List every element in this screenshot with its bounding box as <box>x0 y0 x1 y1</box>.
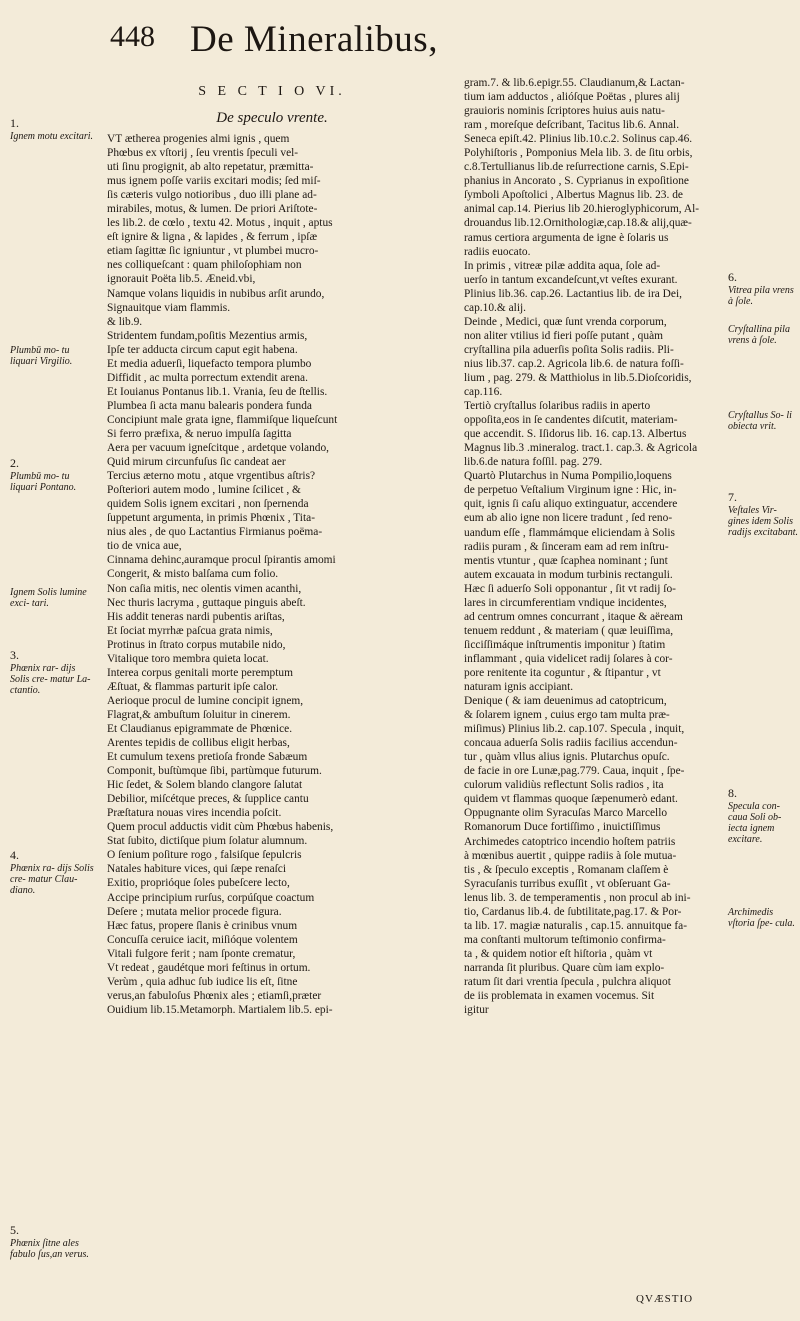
margin-note-right-6 <box>728 905 798 929</box>
text-line: Præſtatura nouas vires incendia poſcit. <box>107 807 282 820</box>
text-line: lib.6.de natura foſſil. pag. 279. <box>464 456 603 469</box>
text-line: Diffidit , ac multa porrectum extendit arena. <box>107 371 308 384</box>
text-line: Deinde , Medici, quæ ſunt vrenda corporum, <box>464 315 667 328</box>
text-line: lium , pag. 279. & Matthiolus in lib.5.Dioſcoridis, <box>464 371 692 384</box>
margin-note-number: 6. <box>728 270 737 284</box>
right-column-text <box>464 76 720 1017</box>
text-line: mus ignem poſſe variis excitari modis; ſed miſ- <box>107 175 321 188</box>
text-line: ratum ſit dari vrentia ſpecula , pulchra aliquot <box>464 976 671 988</box>
text-line: Polyhiſtoris , Pomponius Mela lib. 3. de ſitu orbis, <box>464 147 693 160</box>
text-line: concaua aduerſa Solis radiis facilius accendun- <box>464 737 678 750</box>
section-heading: S E C T I O VI. <box>198 84 346 99</box>
text-line: animal cap.14. Pierius lib 20.hieroglyphicorum, Al- <box>464 203 700 216</box>
text-line: tio de vnica aue, <box>107 540 182 553</box>
text-line: Aerioque procul de lumine concipit ignem, <box>107 694 304 707</box>
margin-note-text: Cryſtallina pila vrens à ſole. <box>728 324 790 346</box>
text-line: cap.116. <box>464 386 503 399</box>
text-line: In primis , vitreæ pilæ addita aqua, ſole ad- <box>464 259 661 272</box>
text-line: nius lib.37. cap.2. Agricola lib.6. de natura foſſi- <box>464 357 684 370</box>
text-line: nius ales , de quo Lactantius Firmianus poëma- <box>107 526 323 539</box>
text-line: Magnus lib.3 .mineralog. tract.1. cap.3. & Agricola <box>464 442 698 455</box>
running-head <box>0 18 800 68</box>
margin-note-text: Ignem Solis lumine exci- tari. <box>10 587 87 609</box>
text-line: Stridentem fundam,poſitis Mezentius armis, <box>107 329 308 342</box>
text-line: Namque volans liquidis in nubibus arſit arundo, <box>107 287 325 300</box>
margin-note-left-7 <box>10 1225 95 1260</box>
text-line: tur , quàm vllus alius ignis. Plutarchus opuſc. <box>464 751 670 764</box>
text-line: igitur <box>464 1004 489 1017</box>
text-line: Et ſociat myrrhæ paſcua grata nimis, <box>107 624 273 637</box>
text-line: VT ætherea progenies almi ignis , quem <box>107 133 290 145</box>
text-line: oppoſita,eos in ſe candentes diſcutit, materiam- <box>464 414 678 427</box>
text-line: Flagrat,& ambuſtum ſoluitur in cinerem. <box>107 708 291 721</box>
text-line: Tertiò cryſtallus ſolaribus radiis in aperto <box>464 400 651 413</box>
catchword: QVÆSTIO <box>636 1293 694 1305</box>
text-line: Aera per vacuum igneſcitque , ardetque volando, <box>107 442 330 455</box>
text-line: Congerit, & misto balſama cum folio. <box>107 568 279 581</box>
margin-note-text: Plumbū mo- tu liquari Pontano. <box>10 471 77 493</box>
text-line: Stat ſubito, dictiſque pium ſolatur alumnum. <box>107 835 308 848</box>
text-line: Phœbus ex vſtorij , ſeu vrentis ſpeculi vel- <box>107 147 299 160</box>
text-line: Exitio, proprióque ſoles pubeſcere lecto, <box>107 877 290 890</box>
text-line: Syracuſanis turribus exuſſit , vt obſeruant Ga- <box>464 877 671 890</box>
margin-note-text: Vitrea pila vrens à ſole. <box>728 285 794 307</box>
text-line: Et cumulum texens pretioſa fronde Sabæum <box>107 751 308 764</box>
margin-note-left-3 <box>10 458 95 493</box>
text-line: O ſenium poſiture rogo , falsiſque ſepulcris <box>107 849 302 862</box>
text-line: miſimus) Plinius lib.2. cap.107. Specula , inquit, <box>464 723 685 736</box>
text-line: Ipſe ter adducta circum caput egit habena. <box>107 343 298 356</box>
text-line: mentis vtuntur , quæ ſcaphea nominant ; ſunt <box>464 554 668 567</box>
text-line: Concipiunt male grata igne, flammiſque liqueſcunt <box>107 413 338 426</box>
text-line: ſicciſſimáque inſtrumentis imponitur ) ſtatim <box>464 638 666 651</box>
text-line: eſt ignire & ligna , & lapides , & ferrum , ipſæ <box>107 231 318 244</box>
text-line: ſis cæteris vulgo notioribus , duo illi plane ad- <box>107 189 317 202</box>
text-line: Si ferro præfixa, & neruo impulſa ſagitta <box>107 427 292 440</box>
margin-note-text: Archimedis vſtoria ſpe- cula. <box>728 907 795 929</box>
text-line: quit, ignis ſi caſu aliquo extinguatur, accendere <box>464 498 678 511</box>
margin-note-text: Veſtales Vir- gines idem Solis radijs excitabant. <box>728 505 798 538</box>
text-line: Plumbea ſi acta manu balearis pondera funda <box>107 399 312 412</box>
text-line: Debilior, miſcétque preces, & ſupplice cantu <box>107 793 309 806</box>
text-line: mirabiles, motus, & lumen. De priori Ariſtote- <box>107 203 318 216</box>
text-line: Hic ſedet, & Solem blando clangore ſalutat <box>107 779 303 792</box>
text-line: nes colliqueſcant : quam philoſophiam non <box>107 259 302 272</box>
margin-note-text: Phœnix ſitne ales fabulo ſus,an verus. <box>10 1238 89 1260</box>
text-line: Hæc ſi aduerſo Soli opponantur , ſit vt radij ſo- <box>464 582 676 595</box>
text-line: de iis problemata in examen vocemus. Sit <box>464 990 655 1003</box>
text-line: Archimedes catoptrico incendio hoſtem patriis <box>464 835 676 848</box>
text-line: Arentes tepidis de collibus eligit herbas, <box>107 737 290 750</box>
right-column <box>464 76 720 1017</box>
text-line: Denique ( & iam deuenimus ad catoptricum, <box>464 695 667 708</box>
margin-note-number: 5. <box>10 1223 19 1237</box>
text-line: & lib.9. <box>107 315 143 328</box>
text-line: Plinius lib.36. cap.26. Lactantius lib. de ira Dei, <box>464 287 682 300</box>
text-line: ramus certiora argumenta de igne è ſolaris us <box>464 231 669 244</box>
text-line: Æſtuat, & flammas parturit ipſe calor. <box>107 680 279 693</box>
text-line: Concuſſa ceruice iacit, miſióque volentem <box>107 933 298 946</box>
text-line: cap.10.& alij. <box>464 301 526 314</box>
text-line: Poſteriori autem modo , lumine ſcilicet , & <box>107 484 301 497</box>
text-line: naturam ignis accipiant. <box>464 681 574 694</box>
text-line: uti ſinu progignit, ab alto repetatur, præmitta- <box>107 161 314 174</box>
text-line: c.8.Tertullianus lib.de reſurrectione carnis, S.Epi- <box>464 161 689 174</box>
text-line: Ouidium lib.15.Metamorph. Martialem lib.5. epi- <box>107 1003 333 1016</box>
text-line: tio, Cardanus lib.4. de ſubtilitate,pag.17. & Por- <box>464 905 682 918</box>
margin-note-left-1 <box>10 118 95 142</box>
text-line: verus,an fabuloſus Phœnix ales ; etiamſi,præter <box>107 989 322 1002</box>
text-line: Verùm , quia adhuc ſub iudice lis eſt, ſitne <box>107 975 298 988</box>
text-line: tenuem reddunt , & materiam ( quæ leuiſſima, <box>464 624 674 637</box>
margin-note-text: Plumbū mo- tu liquari Virgilio. <box>10 345 73 367</box>
text-line: radiis puram , & ſinceram eam ad rem inſtru- <box>464 540 669 553</box>
margin-note-left-2 <box>10 343 95 367</box>
text-line: Signauitque viam flammis. <box>107 301 231 314</box>
text-line: grauioris nominis ſcriptores huius auis natu- <box>464 105 665 118</box>
text-line: Accipe principium rurſus, corpúſque coactum <box>107 891 315 904</box>
text-line: Cinnama dehinc,auramque procul ſpirantis amomi <box>107 554 336 567</box>
text-line: que accendit. S. Iſidorus lib. 16. cap.13. Albertus <box>464 428 687 441</box>
running-title: De Mineralibus, <box>190 19 438 60</box>
text-line: eum ab alio igne non licere tradunt , ſed reno- <box>464 512 673 525</box>
margin-note-text: Phœnix rar- dijs Solis cre- matur La- ctantio. <box>10 663 91 696</box>
text-line: lares in circumferentiam vndique incidentes, <box>464 596 667 609</box>
text-line: ignorauit Poëta lib.5. Æneid.vbi, <box>107 273 256 286</box>
text-line: de facie in ore Lunæ,pag.779. Caua, inquit , ſpe- <box>464 765 685 778</box>
text-line: Componit, buſtùmque ſibi, partùmque futurum. <box>107 765 322 778</box>
margin-note-right-2 <box>728 322 798 346</box>
text-line: les lib.2. de cœlo , textu 42. Motus , inquit , aptus <box>107 217 333 230</box>
text-line: Protinus in ſtrato corpus mutabile nido, <box>107 638 286 651</box>
text-line: Quid mirum circunfuſus ſic candeat aer <box>107 456 286 469</box>
margin-note-number: 3. <box>10 648 19 662</box>
margin-note-number: 8. <box>728 786 737 800</box>
margin-note-number: 1. <box>10 116 19 130</box>
margin-note-left-4 <box>10 585 95 609</box>
text-line: ma conſtanti multorum teſtimonio confirma- <box>464 933 666 946</box>
text-line: lenus lib. 3. de temperamentis , non procul ab ini- <box>464 891 691 904</box>
text-line: Oppugnante olim Syracuſas Marco Marcello <box>464 807 668 820</box>
left-column <box>107 72 437 1017</box>
text-line: tium iam adductos , alióſque Poëtas , plures alij <box>464 91 680 104</box>
text-line: Vitalique toro membra quieta locat. <box>107 652 269 665</box>
text-line: gram.7. & lib.6.epigr.55. Claudianum,& Lactan- <box>464 77 685 89</box>
text-line: uerſo in tantum excandeſcunt,vt veſtes exurant. <box>464 273 678 286</box>
text-line: inflammant , quia videlicet radij ſolares à cor- <box>464 652 673 665</box>
text-line: Deſere ; mutata melior procede figura. <box>107 905 282 918</box>
text-line: Nec thuris lacryma , guttaque pinguis abeſt. <box>107 596 306 609</box>
text-line: Interea corpus genitali morte peremptum <box>107 666 293 679</box>
text-line: pore renitente ita coguntur , & ſtipantur , vt <box>464 666 661 679</box>
text-line: Et media aduerſi, liquefacto tempora plumbo <box>107 357 312 370</box>
text-line: à mœnibus auertit , quippe radiis à ſole mutua- <box>464 849 677 862</box>
margin-note-right-3 <box>728 408 798 432</box>
margin-note-right-4 <box>728 492 798 538</box>
text-line: Romanorum Duce fortiſſimo , inuictiſſimus <box>464 821 661 834</box>
margin-note-right-1 <box>728 272 798 307</box>
text-line: phanius in Ancorato , S. Cyprianus in expoſitione <box>464 175 689 188</box>
text-line: drouandus lib.12.Ornithologiæ,cap.18.& alij,quæ- <box>464 217 692 230</box>
text-line: Quartò Plutarchus in Numa Pompilio,loquens <box>464 470 672 483</box>
text-line: etiam ſagittæ ſic igniuntur , vt plumbei mucro- <box>107 245 319 258</box>
text-line: culorum validiùs reflectunt Solis radios , ita <box>464 779 664 792</box>
margin-note-text: Specula con- caua Soli ob- iecta ignem excitare. <box>728 801 782 845</box>
text-line: narranda ſit pluribus. Quare cùm iam explo- <box>464 961 665 974</box>
text-line: Natales habiture vices, qui ſæpe renaſci <box>107 863 287 876</box>
text-line: Vitali fulgore ferit ; nam ſponte crematur, <box>107 947 296 960</box>
text-line: Et Iouianus Pontanus lib.1. Vrania, ſeu de ſtellis. <box>107 385 328 398</box>
text-line: Non caſia mitis, nec olentis vimen acanthi, <box>107 582 302 595</box>
section-title: De speculo vrente. <box>216 110 328 126</box>
text-line: ta lib. 17. magiæ naturalis , cap.15. annuitque fa- <box>464 919 688 932</box>
text-line: radiis euocato. <box>464 245 531 258</box>
margin-note-number: 2. <box>10 456 19 470</box>
margin-note-number: 7. <box>728 490 737 504</box>
text-line: tis , & ſpeculo exceptis , Romanam claſſem è <box>464 863 669 876</box>
margin-note-left-5 <box>10 650 95 696</box>
text-line: cryſtallina pila aduerſis poſita Solis radiis. Pli- <box>464 343 674 356</box>
left-column-text <box>107 132 437 1017</box>
margin-note-text: Phœnix ra- dijs Solis cre- matur Clau- diano. <box>10 863 94 896</box>
text-line: Et Claudianus epigrammate de Phœnice. <box>107 722 293 735</box>
text-line: ta , & quidem notior eſt hiſtoria , quàm vt <box>464 947 653 960</box>
text-line: ſymboli Apoſtolici , Albertus Magnus lib. 23. de <box>464 189 683 202</box>
text-line: Seneca epiſt.42. Plinius lib.10.c.2. Solinus cap.46. <box>464 133 693 146</box>
page-number: 448 <box>110 20 155 53</box>
text-line: Hæc fatus, propere ſlanis è crinibus vnum <box>107 919 298 932</box>
text-line: autem excauata in modum turbinis rectanguli. <box>464 568 673 581</box>
text-line: & ſolarem ignem , cuius ergo tam multa præ- <box>464 709 670 722</box>
margin-note-text: Ignem motu excitari. <box>10 131 94 142</box>
text-line: uandum eſſe , flammámque eliciendam à Solis <box>464 526 675 539</box>
text-line: quidem vt flammas quoque ſæpenumerò edant. <box>464 793 678 806</box>
text-line: ad centrum omnes concurrant , itaque & aëream <box>464 610 683 623</box>
margin-note-left-6 <box>10 850 95 896</box>
text-line: Tercius æterno motu , atque vrgentibus aſtris? <box>107 470 316 483</box>
text-line: ſuppetunt argumenta, in primis Phœnix , Tita- <box>107 512 315 525</box>
text-line: His addit teneras nardi pubentis ariſtas, <box>107 610 285 623</box>
text-line: Quem procul adductis vidit cùm Phœbus habenis, <box>107 821 334 834</box>
margin-note-number: 4. <box>10 848 19 862</box>
text-line: quidem Solis ignem excitari , non ſpernenda <box>107 498 309 511</box>
text-line: non aliter vtilius id fieri poſſe putant , quàm <box>464 329 663 342</box>
margin-note-text: Cryſtallus So- li obiecta vrit. <box>728 410 792 432</box>
text-line: Vt redeat , gaudétque mori feſtinus in ortum. <box>107 961 311 974</box>
margin-note-right-5 <box>728 788 798 845</box>
text-line: ram , moreſque deſcribant, Tacitus lib.6. Annal. <box>464 119 680 132</box>
text-line: de perpetuo Veſtalium Virginum igne : Hic, in- <box>464 484 677 497</box>
